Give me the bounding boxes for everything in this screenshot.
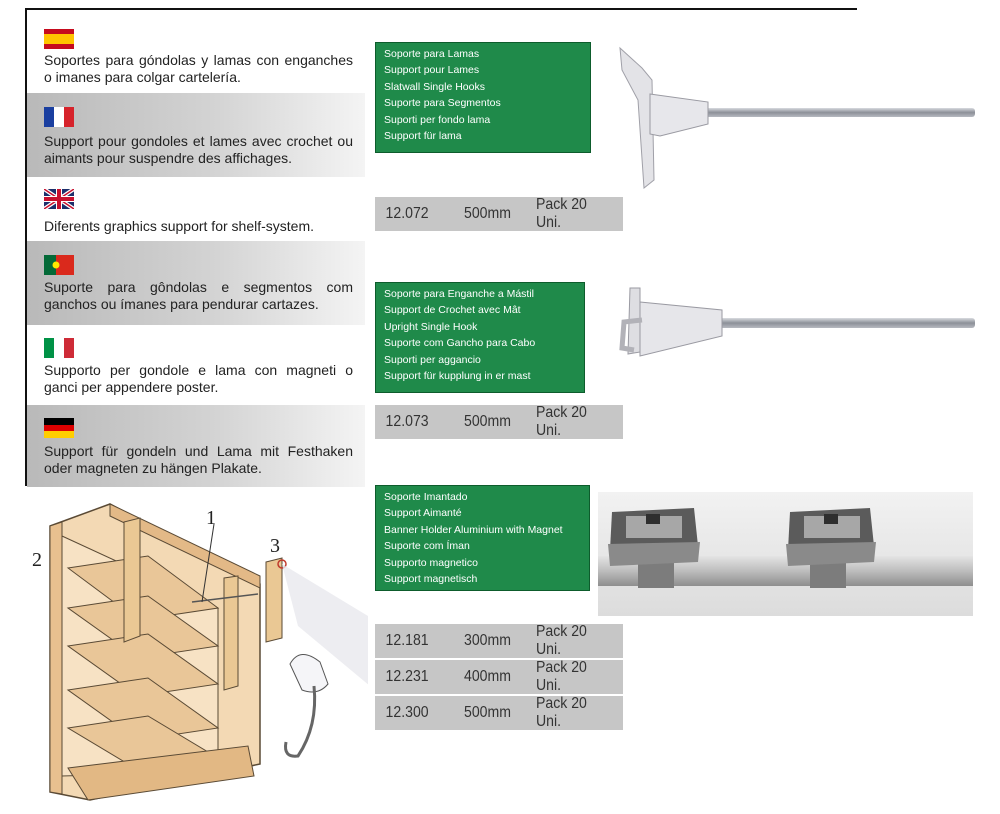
product-names-box — [375, 282, 585, 393]
product-names-box — [375, 42, 591, 153]
product-size: 500mm — [464, 413, 512, 430]
product-name: Soporte Imantado — [384, 491, 468, 503]
gondola-shelf-diagram — [28, 496, 368, 806]
product-code-row — [375, 660, 623, 694]
product-name: Suporte com Gancho para Cabo — [384, 337, 536, 350]
upright-hook-image — [600, 280, 980, 380]
product-size: 400mm — [464, 668, 512, 685]
diagram-label-2: 2 — [32, 549, 42, 571]
product-pack: Pack 20 Uni. — [535, 196, 587, 231]
lang-block-de — [27, 405, 365, 487]
product-pack: Pack 20 Uni. — [535, 404, 587, 439]
product-code: 12.231 — [385, 668, 429, 685]
lang-block-fr — [27, 93, 365, 177]
product-size: 300mm — [464, 632, 512, 649]
lang-block-it — [27, 325, 365, 405]
lang-text: Supporto per gondole e lama con magneti o ganci per appendere poster. — [44, 362, 353, 395]
italy-flag-icon — [44, 338, 74, 358]
product-name: Support pour Lames — [384, 64, 480, 77]
lang-block-pt — [27, 241, 365, 325]
lang-text: Support für gondeln und Lama mit Festhaken oder magneten zu hängen Plakate. — [44, 443, 353, 476]
product-name: Support für lama — [384, 130, 462, 143]
product-code-row — [375, 696, 623, 730]
germany-flag-icon — [44, 418, 74, 438]
product-code: 12.072 — [385, 205, 429, 222]
product-name: Support de Crochet avec Mât — [384, 304, 521, 317]
product-size: 500mm — [464, 704, 512, 721]
lang-text: Suporte para gôndolas e segmentos com ganchos ou ímanes para pendurar cartazes. — [44, 279, 353, 312]
product-pack: Pack 20 Uni. — [535, 623, 587, 658]
lang-text: Soportes para góndolas y lamas con enganches o imanes para colgar cartelería. — [44, 52, 353, 85]
product-names-box — [375, 485, 590, 591]
product-name: Support magnetisch — [384, 573, 478, 586]
product-name: Soporte para Enganche a Mástil — [384, 288, 535, 300]
product-code-row — [375, 197, 623, 231]
france-flag-icon — [44, 107, 74, 127]
lang-block-uk — [27, 177, 365, 241]
product-pack: Pack 20 Uni. — [535, 695, 587, 730]
slatwall-hook-image — [600, 40, 980, 200]
product-name: Upright Single Hook — [384, 320, 478, 333]
diagram-label-1: 1 — [206, 507, 216, 529]
uk-flag-icon — [44, 189, 74, 209]
product-name: Suporte com Íman — [384, 540, 470, 553]
product-name: Supporto magnetico — [384, 556, 478, 569]
product-name: Slatwall Single Hooks — [384, 80, 485, 93]
lang-block-es — [27, 12, 365, 92]
product-code: 12.073 — [385, 413, 429, 430]
spain-flag-icon — [44, 29, 74, 49]
top-rule — [27, 8, 857, 10]
product-name: Suporte para Segmentos — [384, 97, 501, 110]
product-code: 12.181 — [385, 632, 429, 649]
diagram-label-3: 3 — [270, 535, 280, 557]
product-name: Support Aimanté — [384, 507, 462, 520]
product-pack: Pack 20 Uni. — [535, 659, 587, 694]
product-name: Suporti per fondo lama — [384, 113, 491, 126]
product-name: Suporti per aggancio — [384, 353, 481, 366]
product-name: Banner Holder Aluminium with Magnet — [384, 523, 563, 536]
product-size: 500mm — [464, 205, 512, 222]
product-code: 12.300 — [385, 704, 429, 721]
lang-text: Support pour gondoles et lames avec crochet ou aimants pour suspendre des affichages. — [44, 133, 353, 166]
product-name: Soporte para Lamas — [384, 48, 480, 60]
product-code-row — [375, 624, 623, 658]
product-name: Support für kupplung in er mast — [384, 370, 531, 383]
lang-text: Diferents graphics support for shelf-system. — [44, 218, 314, 234]
portugal-flag-icon — [44, 255, 74, 275]
product-code-row — [375, 405, 623, 439]
magnetic-banner-holder-image — [598, 492, 973, 616]
